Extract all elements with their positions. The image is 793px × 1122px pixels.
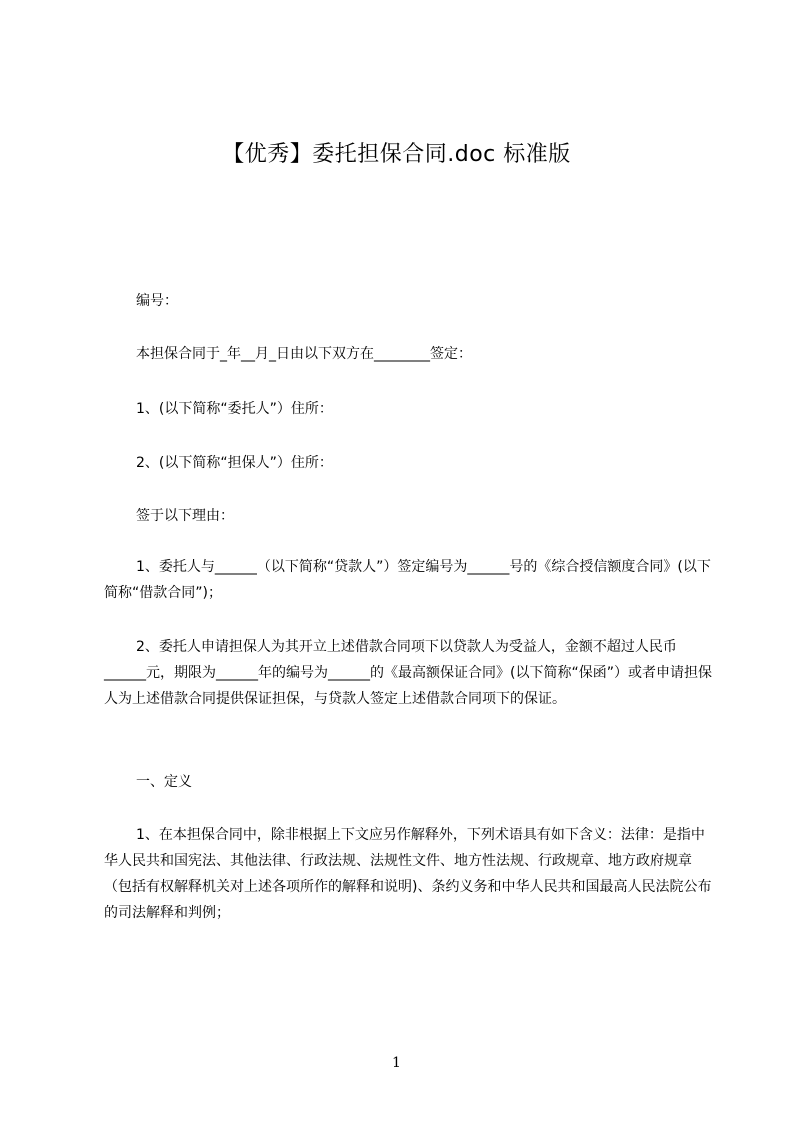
- paragraph-principal: 1、(以下简称“委托人”）住所：: [136, 401, 333, 417]
- paragraph-reason-2: 2、委托人申请担保人为其开立上述借款合同项下以贷款人为受益人，金额不超过人民币______元，期限为______年的编号为______的《最高额保证合同》(以下简称“保函”）或者申请担保人为上述借款合同提供保证担保，与贷款人签定上述借款合同项下的保证。: [104, 639, 712, 707]
- paragraph-signing-date: 本担保合同于_年__月_日由以下双方在________签定：: [136, 346, 472, 362]
- paragraph-definition-1: 1、在本担保合同中，除非根据上下文应另作解释外，下列术语具有如下含义：法律：是指中华人民共和国宪法、其他法律、行政法规、法规性文件、地方性法规、行政规章、地方政府规章（包括有权解释机关对上述各项所作的解释和说明)、条约义务和中华人民共和国最高人民法院公布的司法解释和判例；: [104, 827, 712, 921]
- paragraph-reason-1: 1、委托人与______（以下简称“贷款人”）签定编号为______号的《综合授信额度合同》(以下简称“借款合同”)；: [104, 559, 711, 601]
- paragraph-guarantor: 2、(以下简称“担保人”）住所：: [136, 455, 333, 471]
- page-number: 1: [392, 1055, 401, 1071]
- section-heading-definitions: 一、定义: [136, 774, 192, 790]
- document-title: 【优秀】委托担保合同.doc 标准版: [222, 142, 571, 167]
- paragraph-serial-number: 编号：: [136, 293, 178, 309]
- paragraph-reasons-heading: 签于以下理由：: [136, 508, 234, 524]
